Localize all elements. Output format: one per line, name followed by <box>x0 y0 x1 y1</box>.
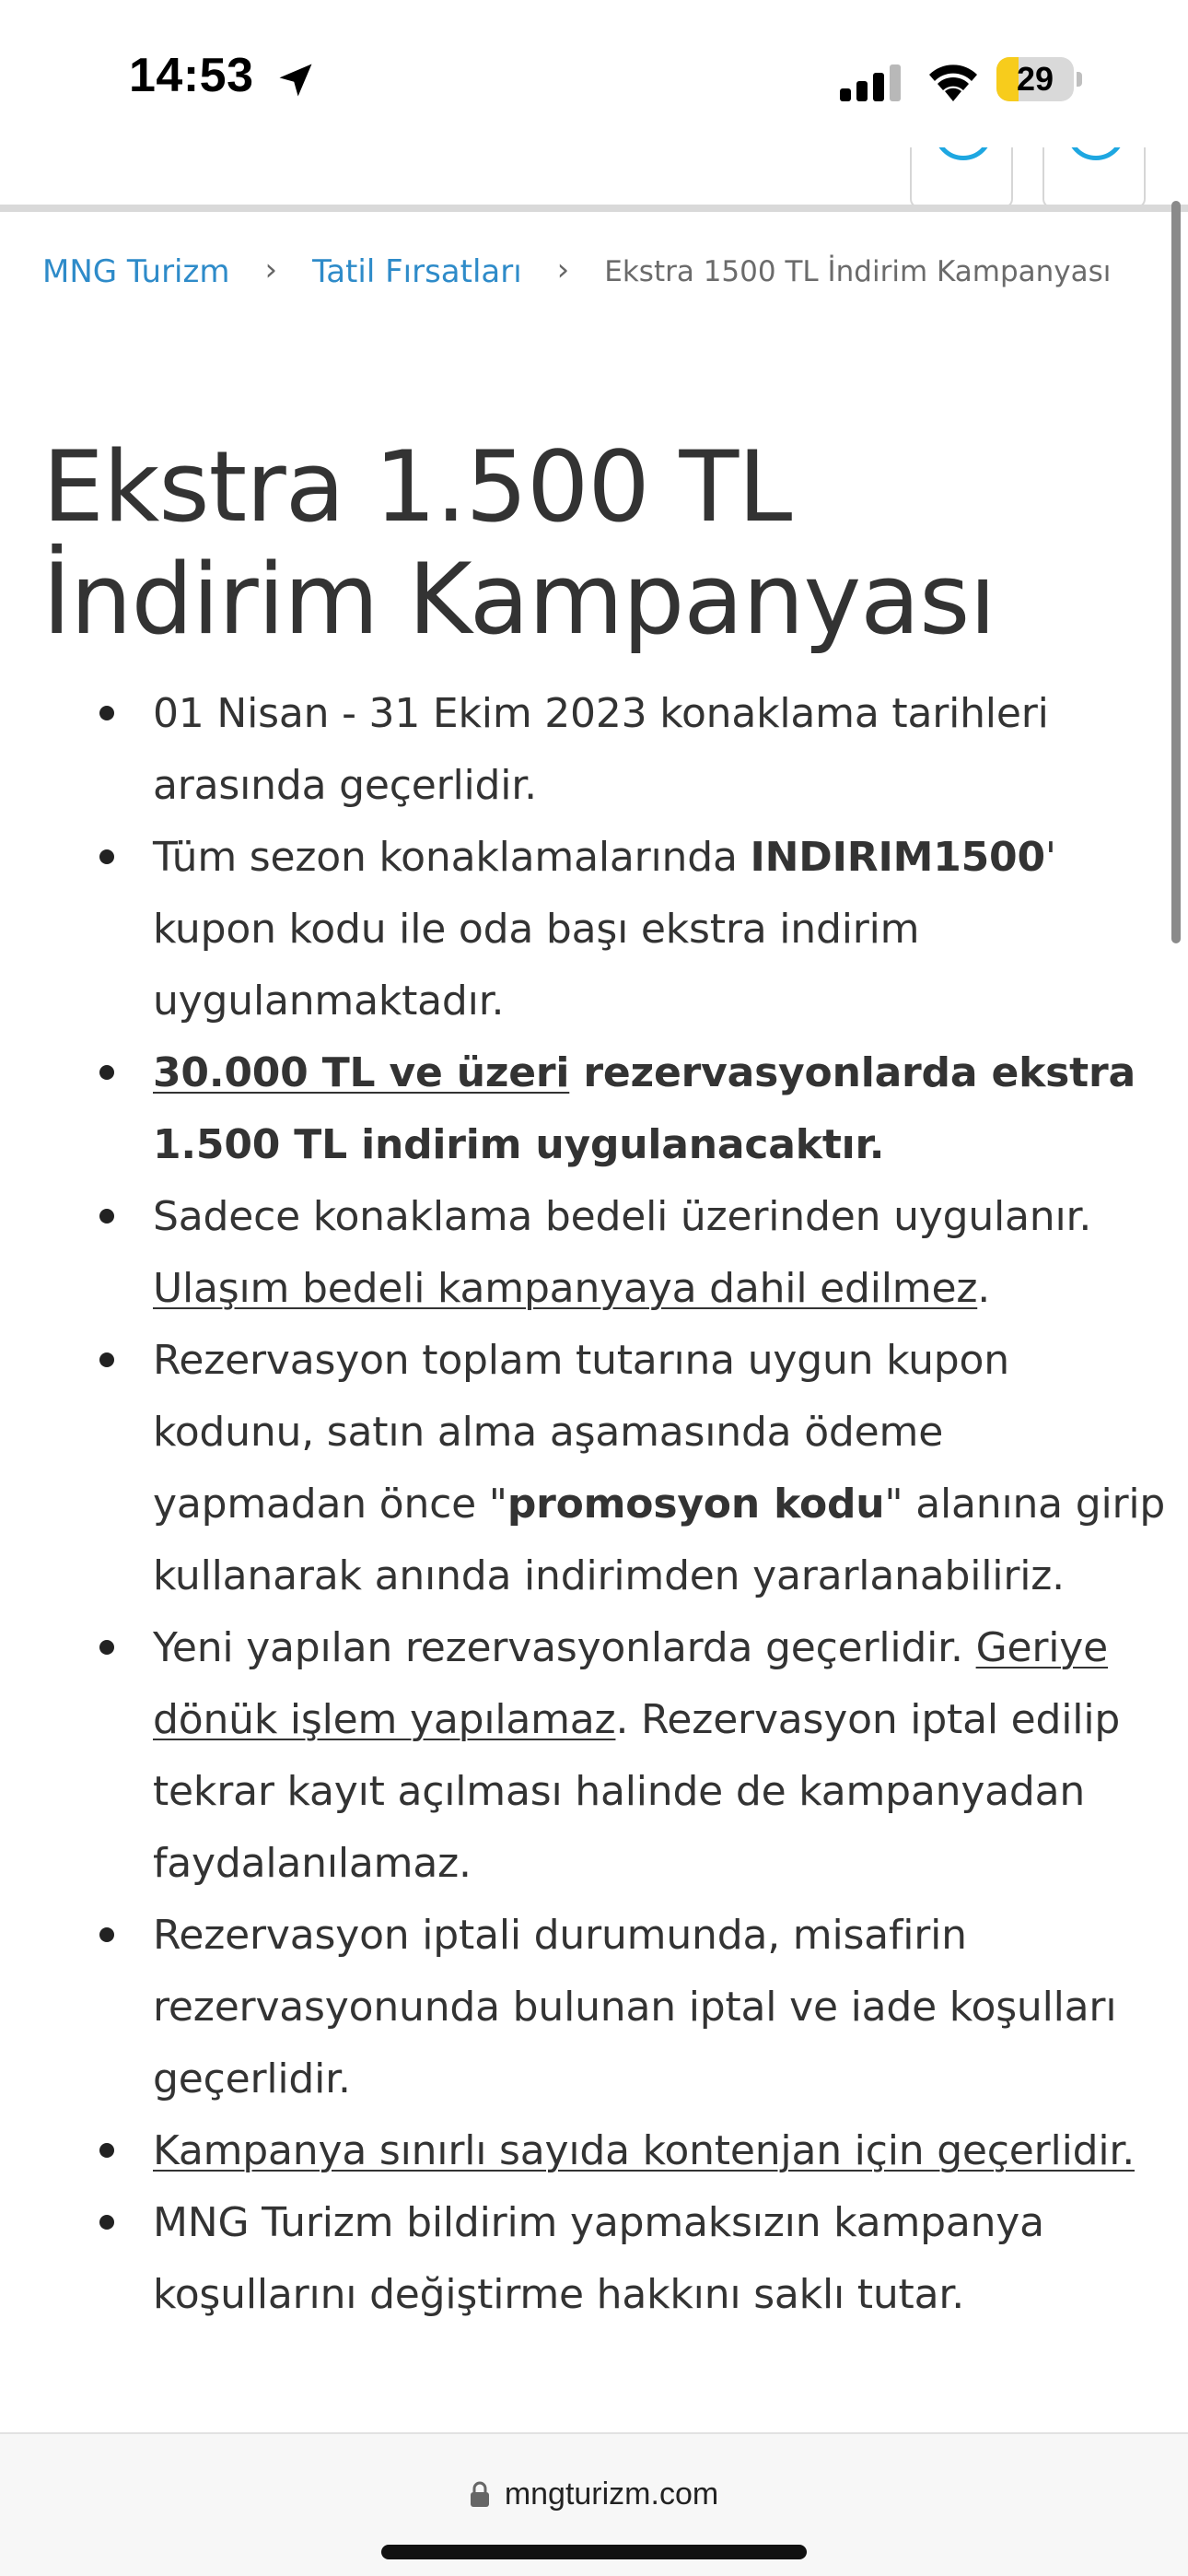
lock-icon <box>470 2481 490 2507</box>
page-title: Ekstra 1.500 TL İndirim Kampanyası <box>42 430 996 656</box>
breadcrumb <box>42 249 1111 295</box>
chevron-right-icon: › <box>264 252 278 288</box>
list-item: Kampanya sınırlı sayıda kontenjan için geçerlidir. <box>42 2115 1166 2187</box>
status-bar <box>0 0 1188 157</box>
site-header <box>0 157 1188 210</box>
campaign-terms-list <box>42 678 1166 2331</box>
wifi-icon <box>925 59 982 101</box>
chevron-right-icon: › <box>556 252 570 288</box>
browser-bottom-bar <box>0 2432 1188 2576</box>
list-item: 30.000 TL ve üzeri rezervasyonlarda ekstra 1.500 TL indirim uygulanacaktır. <box>42 1037 1166 1181</box>
list-item: 01 Nisan - 31 Ekim 2023 konaklama tarihleri arasında geçerlidir. <box>42 678 1166 822</box>
url-text: mngturizm.com <box>504 2476 719 2512</box>
list-item: Rezervasyon iptali durumunda, misafirin rezervasyonunda bulunan iptal ve iade koşulları geçerlidir. <box>42 1900 1166 2115</box>
coupon-code: INDIRIM1500 <box>750 834 1045 881</box>
battery-icon <box>996 57 1081 101</box>
battery-level: 29 <box>1016 60 1054 98</box>
header-button-left[interactable] <box>910 147 1013 208</box>
address-bar[interactable] <box>0 2471 1188 2517</box>
location-arrow-icon <box>276 61 315 100</box>
header-divider <box>0 205 1188 212</box>
list-item: Rezervasyon toplam tutarına uygun kupon kodunu, satın alma aşamasında ödeme yapmadan önce "promosyon kodu" alanına girip kullanarak anında indirimden yararlanabiliriz. <box>42 1325 1166 1612</box>
breadcrumb-current: Ekstra 1500 TL İndirim Kampanyası <box>604 255 1112 288</box>
list-item: Tüm sezon konaklamalarında INDIRIM1500' kupon kodu ile oda başı ekstra indirim uygulanmaktadır. <box>42 822 1166 1037</box>
home-indicator[interactable] <box>381 2545 807 2559</box>
cellular-signal-icon <box>840 64 904 101</box>
list-item: Yeni yapılan rezervasyonlarda geçerlidir. Geriye dönük işlem yapılamaz. Rezervasyon iptal edilip tekrar kayıt açılması halinde de kampanyadan faydalanılamaz. <box>42 1612 1166 1900</box>
breadcrumb-link-deals[interactable]: Tatil Fırsatları <box>312 253 522 290</box>
list-item: MNG Turizm bildirim yapmaksızın kampanya koşullarını değiştirme hakkını saklı tutar. <box>42 2187 1166 2331</box>
breadcrumb-link-home[interactable]: MNG Turizm <box>42 253 230 290</box>
header-button-right[interactable] <box>1042 147 1146 208</box>
status-time: 14:53 <box>129 49 254 102</box>
list-item: Sadece konaklama bedeli üzerinden uygulanır. Ulaşım bedeli kampanyaya dahil edilmez. <box>42 1181 1166 1325</box>
page-scrollbar[interactable] <box>1171 201 1181 943</box>
